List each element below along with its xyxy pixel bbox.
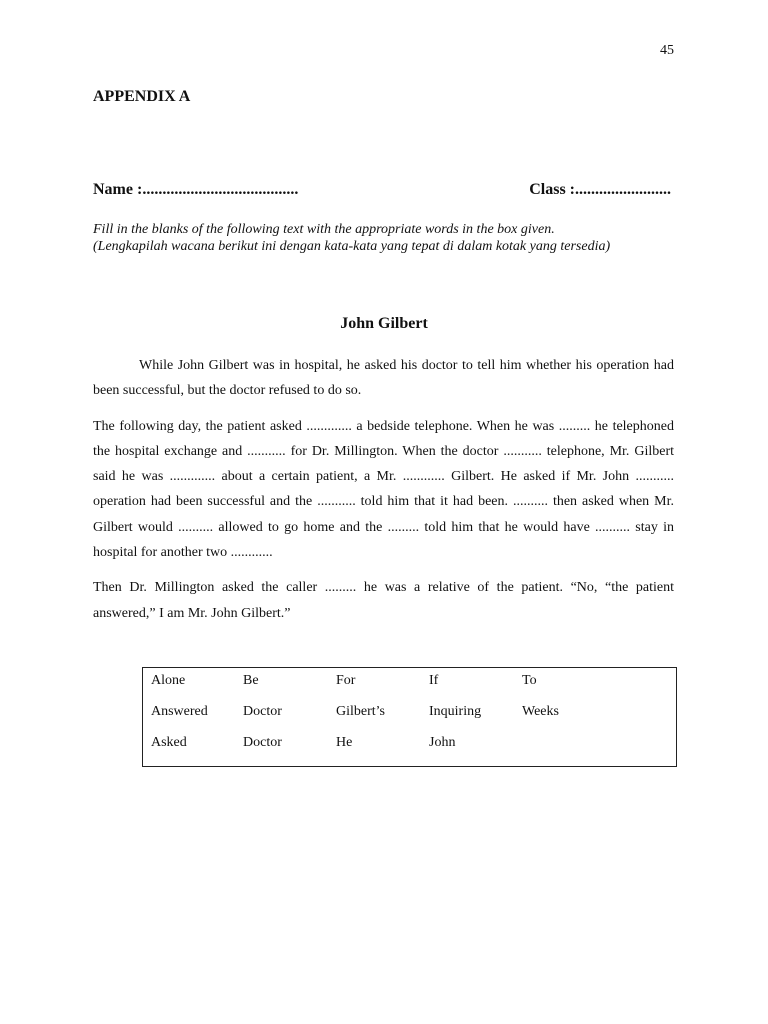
instruction-english: Fill in the blanks of the following text with the appropriate words in the box given. — [93, 222, 555, 237]
name-field: Name :....................................... — [93, 181, 299, 198]
word-cell: Doctor — [243, 704, 282, 719]
story-paragraph: The following day, the patient asked ............. a bedside telephone. When he was ......... he telephoned the hospital exchange and ........... for Dr. Millington. When the doctor ........... telephone, Mr. Gilbert said he was ............. about a certain patient, a Mr. ............ Gilbert. He asked if Mr. John ........... operation had been successful and the ........... told him that it had been. .......... then asked when Mr. Gilbert would .......... allowed to go home and the ......... told him that he would have .......... stay in hospital for another two ............ — [93, 418, 674, 561]
word-cell: Asked — [151, 735, 187, 750]
word-cell: To — [522, 673, 537, 688]
story-paragraph: Then Dr. Millington asked the caller ......... he was a relative of the patient. “No, “the patient answered,” I am Mr. John Gilbert.” — [93, 580, 674, 621]
word-cell: Gilbert’s — [336, 704, 385, 719]
word-cell: He — [336, 735, 353, 750]
word-cell: Inquiring — [429, 704, 482, 719]
page-number: 45 — [660, 43, 674, 58]
instruction-indonesian: (Lengkapilah wacana berikut ini dengan kata-kata yang tepat di dalam kotak yang tersedia) — [93, 239, 611, 254]
appendix-title: APPENDIX A — [93, 88, 191, 105]
word-cell: John — [429, 735, 456, 750]
word-cell: Be — [243, 673, 259, 688]
story-title: John Gilbert — [340, 315, 428, 332]
class-field: Class :........................ — [529, 181, 671, 198]
word-cell: Doctor — [243, 735, 282, 750]
word-cell: Alone — [151, 673, 186, 688]
word-box — [142, 667, 677, 767]
word-cell: If — [429, 673, 439, 688]
word-cell: Weeks — [522, 704, 559, 719]
word-cell: Answered — [151, 704, 208, 719]
instructions — [93, 221, 683, 255]
story-text — [93, 353, 674, 636]
word-cell: For — [336, 673, 356, 688]
student-fields — [93, 181, 673, 203]
story-paragraph: While John Gilbert was in hospital, he asked his doctor to tell him whether his operation had been successful, but the doctor refused to do so. — [93, 358, 674, 399]
